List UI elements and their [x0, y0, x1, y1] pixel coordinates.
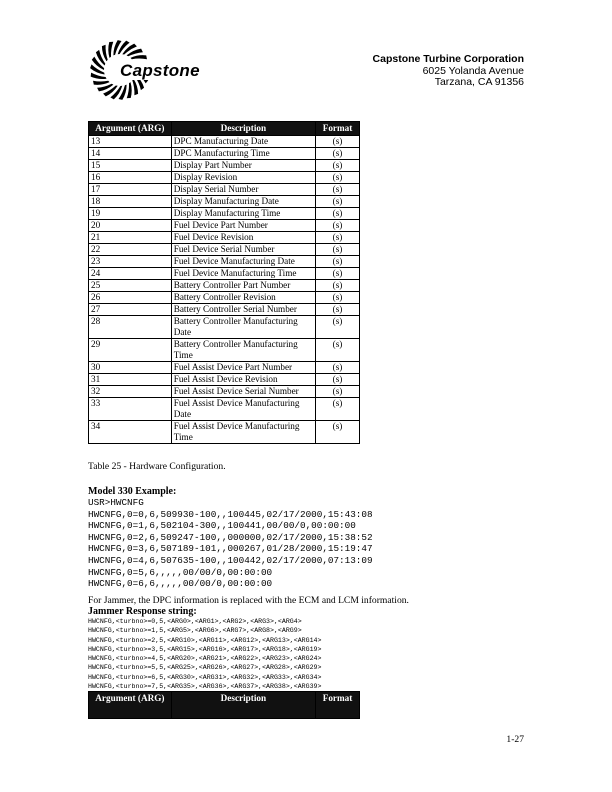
cell-description: Fuel Assist Device Manufacturing Date — [171, 398, 315, 421]
table-row — [89, 386, 360, 398]
table-row — [89, 374, 360, 386]
table2-header-row — [89, 692, 360, 719]
table2-header-format: Format — [316, 692, 360, 719]
jammer-code-block — [88, 617, 321, 691]
cell-description: Battery Controller Manufacturing Date — [171, 316, 315, 339]
jammer-code-line: HWCNFG,<turbno>=4,5,<ARG20>,<ARG21>,<ARG22>,<ARG23>,<ARG24> — [88, 655, 322, 663]
cell-argument: 16 — [89, 172, 172, 184]
table-row — [89, 421, 360, 444]
cell-format: (s) — [316, 362, 360, 374]
table-row — [89, 268, 360, 280]
cell-format: (s) — [316, 268, 360, 280]
cell-format: (s) — [316, 136, 360, 148]
table-row — [89, 136, 360, 148]
jammer-code-line: HWCNFG,<turbno>=7,5,<ARG35>,<ARG36>,<ARG37>,<ARG38>,<ARG39> — [88, 683, 322, 691]
header-format: Format — [316, 122, 360, 136]
jammer-code-line: HWCNFG,<turbno>=5,5,<ARG25>,<ARG26>,<ARG27>,<ARG28>,<ARG29> — [88, 664, 322, 672]
page-number: 1-27 — [506, 734, 524, 745]
cell-format: (s) — [316, 280, 360, 292]
cell-format: (s) — [316, 208, 360, 220]
cell-description: Fuel Device Part Number — [171, 220, 315, 232]
jammer-note: For Jammer, the DPC information is replaced with the ECM and LCM information. — [88, 595, 409, 606]
jammer-code-line: HWCNFG,<turbno>=2,5,<ARG10>,<ARG11>,<ARG12>,<ARG13>,<ARG14> — [88, 636, 322, 644]
code-line: HWCNFG,0=6,6,,,,,00/00/0,00:00:00 — [88, 578, 273, 590]
cell-argument: 17 — [89, 184, 172, 196]
example-heading: Model 330 Example: — [88, 486, 177, 497]
cell-description: Fuel Assist Device Serial Number — [171, 386, 315, 398]
company-name: Capstone Turbine Corporation — [372, 53, 524, 65]
cell-format: (s) — [316, 316, 360, 339]
code-line: HWCNFG,0=5,6,,,,,00/00/0,00:00:00 — [88, 566, 273, 578]
cell-argument: 31 — [89, 374, 172, 386]
header-argument: Argument (ARG) — [89, 122, 172, 136]
table2-header-argument: Argument (ARG) — [89, 692, 172, 719]
address-line1: 6025 Yolanda Avenue — [422, 64, 524, 77]
table-row — [89, 148, 360, 160]
cell-argument: 25 — [89, 280, 172, 292]
company-address — [373, 54, 524, 89]
cell-description: Fuel Device Revision — [171, 232, 315, 244]
cell-argument: 23 — [89, 256, 172, 268]
cell-argument: 30 — [89, 362, 172, 374]
cell-argument: 14 — [89, 148, 172, 160]
cell-description: Battery Controller Serial Number — [171, 304, 315, 316]
cell-format: (s) — [316, 386, 360, 398]
table-row — [89, 362, 360, 374]
table-row — [89, 280, 360, 292]
cell-format: (s) — [316, 339, 360, 362]
cell-format: (s) — [316, 292, 360, 304]
table-row — [89, 304, 360, 316]
cell-description: Fuel Device Manufacturing Date — [171, 256, 315, 268]
code-line: HWCNFG,0=4,6,507635-100,,100442,02/17/2000,07:13:09 — [88, 555, 373, 566]
cell-description: Fuel Assist Device Revision — [171, 374, 315, 386]
cell-description: Battery Controller Part Number — [171, 280, 315, 292]
cell-description: Fuel Assist Device Manufacturing Time — [171, 421, 315, 444]
table-header-row — [89, 122, 360, 136]
header-description: Description — [171, 122, 315, 136]
table-row — [89, 160, 360, 172]
table-row — [89, 172, 360, 184]
cell-description: Display Serial Number — [171, 184, 315, 196]
table-row — [89, 184, 360, 196]
cell-format: (s) — [316, 196, 360, 208]
cell-description: Fuel Assist Device Part Number — [171, 362, 315, 374]
cell-argument: 34 — [89, 421, 172, 444]
cell-argument: 28 — [89, 316, 172, 339]
cell-description: Display Manufacturing Date — [171, 196, 315, 208]
cell-description: Fuel Device Serial Number — [171, 244, 315, 256]
cell-format: (s) — [316, 220, 360, 232]
cell-argument: 19 — [89, 208, 172, 220]
cell-format: (s) — [316, 421, 360, 444]
table-row — [89, 196, 360, 208]
code-line: HWCNFG,0=2,6,509247-100,,000000,02/17/2000,15:38:52 — [88, 531, 373, 543]
table2-header-description: Description — [171, 692, 315, 719]
table-row — [89, 244, 360, 256]
cell-argument: 27 — [89, 304, 172, 316]
logo-text: Capstone — [120, 61, 200, 80]
table-row — [89, 256, 360, 268]
code-line: HWCNFG,0=3,6,507189-101,,000267,01/28/2000,15:19:47 — [88, 543, 373, 555]
table-row — [89, 316, 360, 339]
cell-argument: 24 — [89, 268, 172, 280]
cell-description: DPC Manufacturing Time — [171, 148, 315, 160]
cell-format: (s) — [316, 232, 360, 244]
code-line: USR>HWCNFG — [88, 497, 144, 508]
cell-description: Display Part Number — [171, 160, 315, 172]
cell-argument: 32 — [89, 386, 172, 398]
cell-format: (s) — [316, 256, 360, 268]
table-row — [89, 232, 360, 244]
cell-description: Fuel Device Manufacturing Time — [171, 268, 315, 280]
cell-argument: 18 — [89, 196, 172, 208]
cell-format: (s) — [316, 304, 360, 316]
table-caption: Table 25 - Hardware Configuration. — [88, 461, 226, 472]
table-row — [89, 398, 360, 421]
jammer-code-line: HWCNFG,<turbno>=3,5,<ARG15>,<ARG16>,<ARG17>,<ARG18>,<ARG19> — [88, 645, 322, 653]
cell-argument: 20 — [89, 220, 172, 232]
cell-format: (s) — [316, 374, 360, 386]
jammer-code-line: HWCNFG,<turbno>=0,5,<ARG0>,<ARG1>,<ARG2>,<ARG3>,<ARG4> — [88, 618, 302, 625]
cell-format: (s) — [316, 160, 360, 172]
hardware-config-table — [88, 121, 360, 444]
cell-format: (s) — [316, 398, 360, 421]
cell-argument: 26 — [89, 292, 172, 304]
cell-format: (s) — [316, 148, 360, 160]
cell-argument: 22 — [89, 244, 172, 256]
cell-argument: 29 — [89, 339, 172, 362]
address-line2: Tarzana, CA 91356 — [434, 76, 524, 88]
jammer-code-line: HWCNFG,<turbno>=6,5,<ARG30>,<ARG31>,<ARG32>,<ARG33>,<ARG34> — [88, 673, 322, 681]
cell-description: Battery Controller Revision — [171, 292, 315, 304]
cell-description: DPC Manufacturing Date — [171, 136, 315, 148]
cell-description: Display Revision — [171, 172, 315, 184]
cell-description: Battery Controller Manufacturing Time — [171, 339, 315, 362]
cell-argument: 33 — [89, 398, 172, 421]
table-row — [89, 220, 360, 232]
cell-argument: 13 — [89, 136, 172, 148]
table-row — [89, 292, 360, 304]
cell-format: (s) — [316, 244, 360, 256]
cell-format: (s) — [316, 172, 360, 184]
hardware-config-table-continued — [88, 691, 360, 719]
code-line: HWCNFG,0=1,6,502104-300,,100441,00/00/0,00:00:00 — [88, 520, 356, 532]
jammer-heading: Jammer Response string: — [88, 606, 197, 617]
cell-format: (s) — [316, 184, 360, 196]
cell-description: Display Manufacturing Time — [171, 208, 315, 220]
cell-argument: 15 — [89, 160, 172, 172]
cell-argument: 21 — [89, 232, 172, 244]
jammer-code-line: HWCNFG,<turbno>=1,5,<ARG5>,<ARG6>,<ARG7>,<ARG8>,<ARG9> — [88, 627, 302, 635]
code-line: HWCNFG,0=0,6,509930-100,,100445,02/17/2000,15:43:08 — [88, 508, 373, 520]
table-row — [89, 208, 360, 220]
table-row — [89, 339, 360, 362]
